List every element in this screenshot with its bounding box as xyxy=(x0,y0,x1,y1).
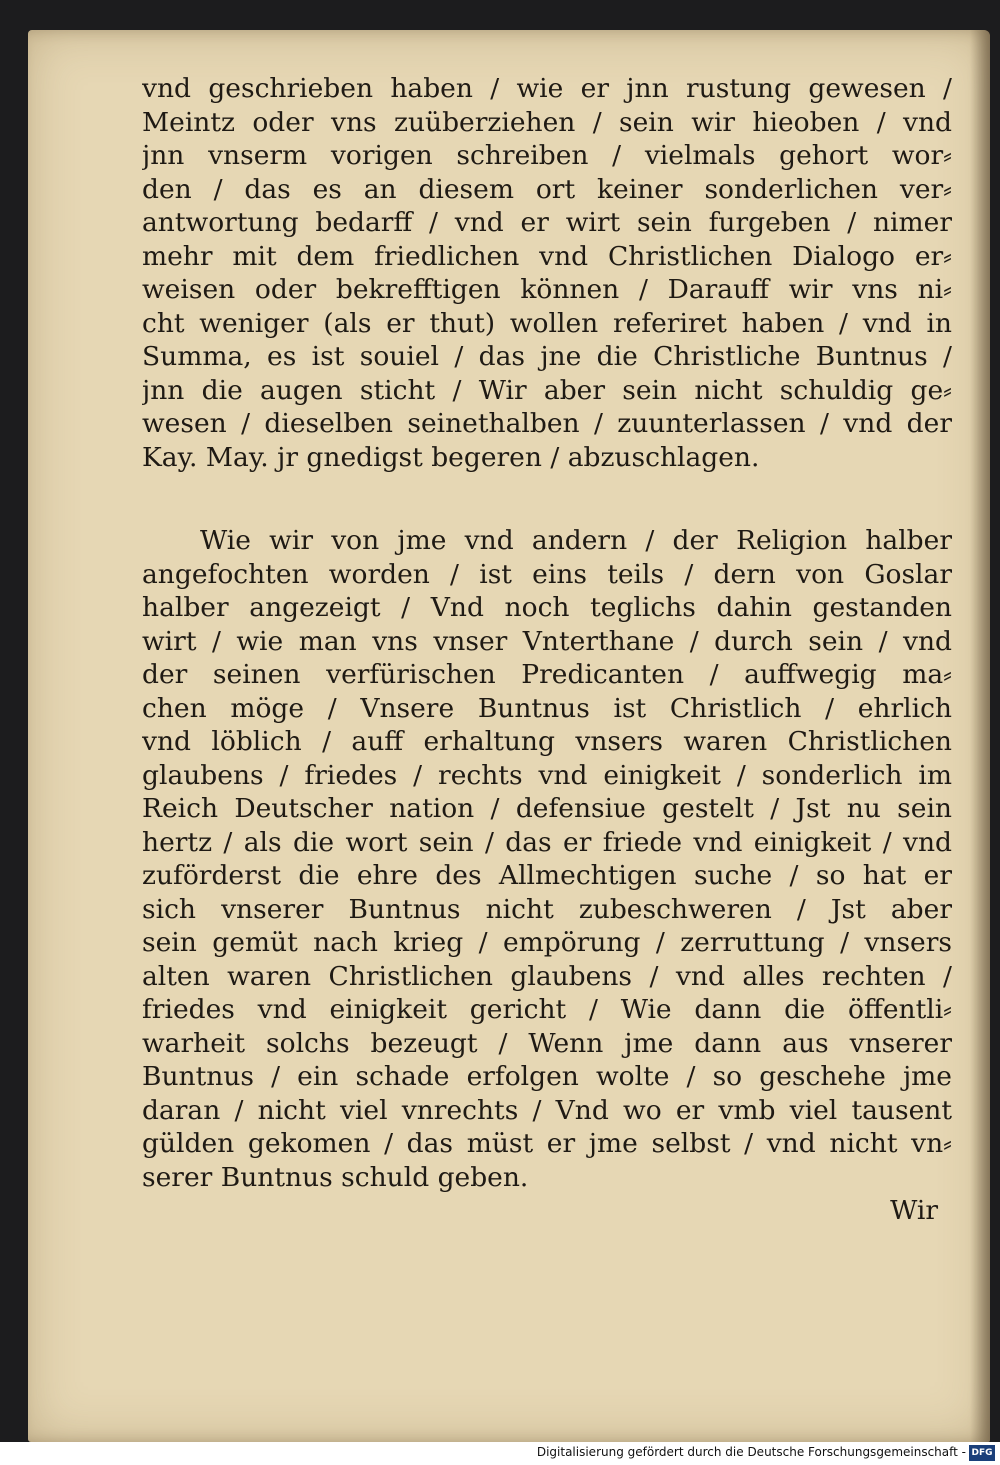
text-line: friedes vnd einigkeit gericht / Wie dann die öffentli⸗ xyxy=(142,994,952,1025)
text-line: daran / nicht viel vnrechts / Vnd wo er vmb viel tausent xyxy=(142,1094,952,1126)
text-line: Buntnus / ein schade erfolgen wolte / so geschehe jme xyxy=(142,1061,952,1092)
text-line: wirt / wie man vns vnser Vnterthane / durch sein / vnd xyxy=(142,625,952,657)
text-line: Kay. May. jr gnedigst begeren / abzuschlagen. xyxy=(142,441,760,473)
text-line: halber angezeigt / Vnd noch teglichs dahin gestanden xyxy=(142,592,952,623)
text-line: der seinen verfürischen Predicanten / auffwegig ma⸗ xyxy=(142,659,952,690)
text-line: cht weniger (als er thut) wollen referiret haben / vnd in xyxy=(142,307,952,339)
text-line: alten waren Christlichen glaubens / vnd alles rechten / xyxy=(142,960,952,992)
text-line: mehr mit dem friedlichen vnd Christlichen Dialogo er⸗ xyxy=(142,240,952,272)
paragraph-2 xyxy=(142,524,952,1194)
text-line: jnn die augen sticht / Wir aber sein nicht schuldig ge⸗ xyxy=(142,374,952,406)
text-line: vnd löblich / auff erhaltung vnsers waren Christlichen xyxy=(142,726,952,757)
text-line: serer Buntnus schuld geben. xyxy=(142,1161,529,1193)
text-line: weisen oder bekrefftigen können / Darauff wir vns ni⸗ xyxy=(142,274,952,305)
text-line: sein gemüt nach krieg / empörung / zerruttung / vnsers xyxy=(142,927,952,958)
catchword: Wir xyxy=(890,1195,938,1226)
text-line: chen möge / Vnsere Buntnus ist Christlich / ehrlich xyxy=(142,692,952,724)
paragraph-gap xyxy=(142,474,952,524)
text-line: glaubens / friedes / rechts vnd einigkeit / sonderlich im xyxy=(142,759,952,791)
text-line: antwortung bedarff / vnd er wirt sein furgeben / nimer xyxy=(142,207,952,238)
text-line: sich vnserer Buntnus nicht zubeschweren / Jst aber xyxy=(142,893,952,925)
text-line: gülden gekomen / das müst er jme selbst / vnd nicht vn⸗ xyxy=(142,1128,952,1159)
text-line: zuförderst die ehre des Allmechtigen suche / so hat er xyxy=(142,860,952,891)
text-line: Wie wir von jme vnd andern / der Religion halber xyxy=(200,525,952,556)
text-line: warheit solchs bezeugt / Wenn jme dann aus vnserer xyxy=(142,1027,952,1059)
dfg-logo-icon: DFG xyxy=(969,1445,995,1461)
text-line: vnd geschrieben haben / wie er jnn rustung gewesen / xyxy=(142,73,952,104)
text-line: Reich Deutscher nation / defensiue gestelt / Jst nu sein xyxy=(142,793,952,824)
page-spine-shadow xyxy=(970,30,990,1442)
footer-credit: Digitalisierung gefördert durch die Deutsche Forschungsgemeinschaft - xyxy=(536,1445,966,1459)
paragraph-1 xyxy=(142,72,952,474)
text-line: wesen / dieselben seinethalben / zuunterlassen / vnd der xyxy=(142,408,952,439)
text-line: jnn vnserm vorigen schreiben / vielmals gehort wor⸗ xyxy=(142,140,952,171)
text-line: den / das es an diesem ort keiner sonderlichen ver⸗ xyxy=(142,173,952,205)
text-line: Meintz oder vns zuüberziehen / sein wir hieoben / vnd xyxy=(142,106,952,138)
digitization-footer xyxy=(0,1442,1000,1465)
text-line: Summa, es ist souiel / das jne die Christliche Buntnus / xyxy=(142,341,952,372)
page-text xyxy=(142,72,952,1228)
text-line: hertz / als die wort sein / das er friede vnd einigkeit / vnd xyxy=(142,826,952,858)
text-line: angefochten worden / ist eins teils / dern von Goslar xyxy=(142,558,952,590)
